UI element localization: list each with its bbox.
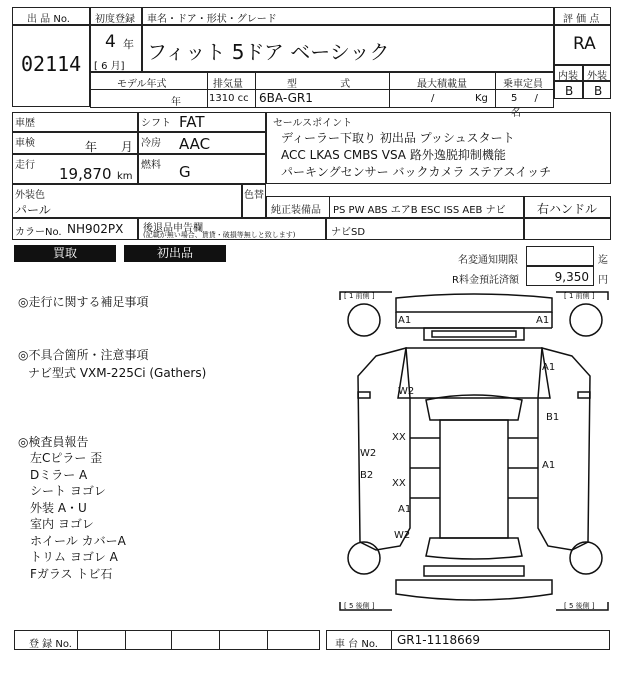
inspector-title: ◎検査員報告 [18,435,89,449]
fuel-label: 燃料 [141,160,161,171]
lot-number: 02114 [21,52,82,76]
inspector-line: 外装 A・U [30,500,87,515]
type-label: 型 式 [287,79,351,90]
footer-registration [14,630,320,650]
ac-value: AAC [179,135,211,153]
sales-line-1: ディーラー下取り 初出品 プッシュスタート [281,131,515,145]
capacity-value: 5 / 名 [511,93,538,119]
model-label: 車名・ドア・形状・グレード [147,14,277,25]
damage-mark: A1 [542,460,556,471]
aftermarket-value: ナビSD [331,227,366,238]
buy-badge [14,245,116,262]
damage-mark: W2 [360,448,377,459]
inspector-line: Fガラス トビ石 [30,566,113,581]
interior-label: 内装 [558,71,578,82]
model-label-cell [142,7,554,25]
damage-mark: XX [392,432,406,443]
history-label: 車歴 [15,118,35,129]
first-reg-month: [ 6 月] [94,61,125,72]
handle-value: 右ハンドル [537,202,598,216]
exterior-grade-cell [583,81,611,99]
rating-label-cell [554,7,611,25]
aftermarket-value-cell [326,218,524,240]
displacement-value: 1310 cc [209,93,249,104]
sales-point-label: セールスポイント [273,118,353,129]
shift-cell [138,112,266,132]
damage-mark: W2 [394,530,411,541]
rename-field [526,246,594,266]
model-year-label: モデル年式 [117,79,167,90]
first-reg-year-unit: 年 [123,38,134,51]
front-bumper [396,294,552,312]
rear-bumper [396,580,552,600]
recycle-label: R料金預託済額 [452,275,519,286]
mirror-left [358,392,370,398]
inspection-value: 年 月 [85,140,133,154]
aftermarket-label: 後退品申告欄 [143,223,203,234]
corner-label: [ 5 後側 ] [564,602,595,610]
ext-color-label: 外装色 [15,190,45,201]
damage-mark: A1 [542,362,556,373]
exterior-label-cell [583,65,611,81]
first-reg-label-cell [90,7,142,25]
load-unit: Kg [475,93,488,104]
wheel-rr [570,542,602,574]
recycle-unit: 円 [598,275,608,286]
buy-label: 買取 [52,246,77,260]
inspector-list [30,449,230,581]
ac-label: 冷房 [141,138,161,149]
car-diagram [336,288,612,616]
wheel-fl [348,304,380,336]
history-cell [12,112,138,132]
interior-grade-cell [554,81,583,99]
model-year-unit: 年 [171,97,181,108]
color-change-cell [242,184,266,218]
first-listing-label: 初出品 [156,246,193,260]
fuel-cell [138,154,266,184]
first-reg-label: 初度登録 [95,14,135,25]
defects-line: ナビ型式 VXM-225Ci (Gathers) [28,366,207,380]
first-listing-badge [124,245,226,262]
ext-color-cell [12,184,242,218]
ext-color-value: パール [15,203,51,217]
load-value: / [431,93,435,104]
rating-label: 評 価 点 [563,14,600,25]
driving-notes-title: ◎走行に関する補足事項 [18,295,149,309]
shift-value: FAT [179,113,205,131]
equipment-cell [266,196,524,218]
mileage-unit: km [117,171,133,182]
inspection-label: 車検 [15,138,35,149]
front-grille [424,328,524,340]
mileage-label: 走行 [15,160,35,171]
exterior-label: 外装 [587,71,607,82]
corner-label: [ 5 後側 ] [344,602,375,610]
wheel-rl [348,542,380,574]
mileage-cell [12,154,138,184]
footer-chassis [326,630,610,650]
rating-cell [554,25,611,65]
hood [398,348,550,398]
equipment-value: PS PW ABS エアB ESC ISS AEB ナビ [333,205,506,216]
wheel-fr [570,304,602,336]
sales-point-cell [266,112,611,184]
aftermarket-cell [138,218,326,240]
inspector-line: 左Cピラー 歪 [30,451,103,465]
capacity-label: 乗車定員 [503,79,543,90]
damage-mark: A1 [398,504,412,515]
sales-line-2: ACC LKAS CMBS VSA 路外逸脱抑制機能 [281,148,506,162]
inspector-line: トリム ヨゴレ A [30,550,118,564]
corner-label: [ 1 前側 ] [344,292,375,300]
mirror-right [578,392,590,398]
interior-label-cell [554,65,583,81]
inspector-line: ホイール カバーA [30,533,126,548]
recycle-value: 9,350 [554,270,589,284]
sales-line-3: パーキングセンサー バックカメラ ステアスイッチ [281,165,552,179]
displacement-label: 排気量 [213,79,243,90]
color-no-label: カラーNo. [15,227,62,238]
defects-title: ◎不具合箇所・注意事項 [18,348,149,362]
rating-value: RA [573,34,596,54]
interior-grade: B [565,84,574,98]
color-no-cell [12,218,138,240]
handle-cell [524,196,611,218]
damage-mark: A1 [536,315,550,326]
rename-unit: 迄 [598,255,608,266]
recycle-field [526,266,594,286]
inspection-cell [12,132,138,154]
mileage-value: 19,870 [59,165,112,183]
registration-label: 登 録 No. [29,639,72,650]
roof [440,420,508,538]
damage-mark: XX [392,478,406,489]
damage-mark: B2 [360,470,374,481]
chassis-value: GR1-1118669 [397,633,481,647]
corner-label: [ 1 前側 ] [564,292,595,300]
aftermarket-extra-cell [524,218,611,240]
inspector-line: Dミラー A [30,467,88,482]
inspector-line: 室内 ヨゴレ [30,517,94,531]
color-change-label: 色替 [244,190,264,201]
type-value: 6BA-GR1 [259,91,313,105]
inspector-line: シート ヨゴレ [30,484,106,498]
chassis-label: 車 台 No. [335,639,378,650]
lot-label: 出 品 No. [27,14,70,25]
right-side-body [538,348,590,550]
damage-mark: A1 [398,315,412,326]
exterior-grade: B [594,84,603,98]
spec-row [90,72,554,119]
load-label: 最大積載量 [417,79,467,90]
lot-number-cell [12,25,90,107]
rename-label: 名変通知期限 [458,255,518,266]
fuel-value: G [179,163,191,181]
first-reg-year: 4 [105,32,116,52]
first-reg-cell [90,25,142,72]
shift-label: シフト [141,118,171,129]
damage-mark: B1 [546,412,560,423]
damage-mark: W2 [398,386,415,397]
car-name-cell [142,25,554,72]
color-no-value: NH902PX [67,222,124,236]
lot-label-cell [12,7,90,25]
ac-cell [138,132,266,154]
car-name: フィット 5ドア ベーシック [147,40,390,64]
rear-garnish [424,566,524,576]
aftermarket-note: (記載が無い場合、賃貸・破損等無しと致します) [143,231,296,239]
equipment-label: 純正装備品 [271,205,321,216]
